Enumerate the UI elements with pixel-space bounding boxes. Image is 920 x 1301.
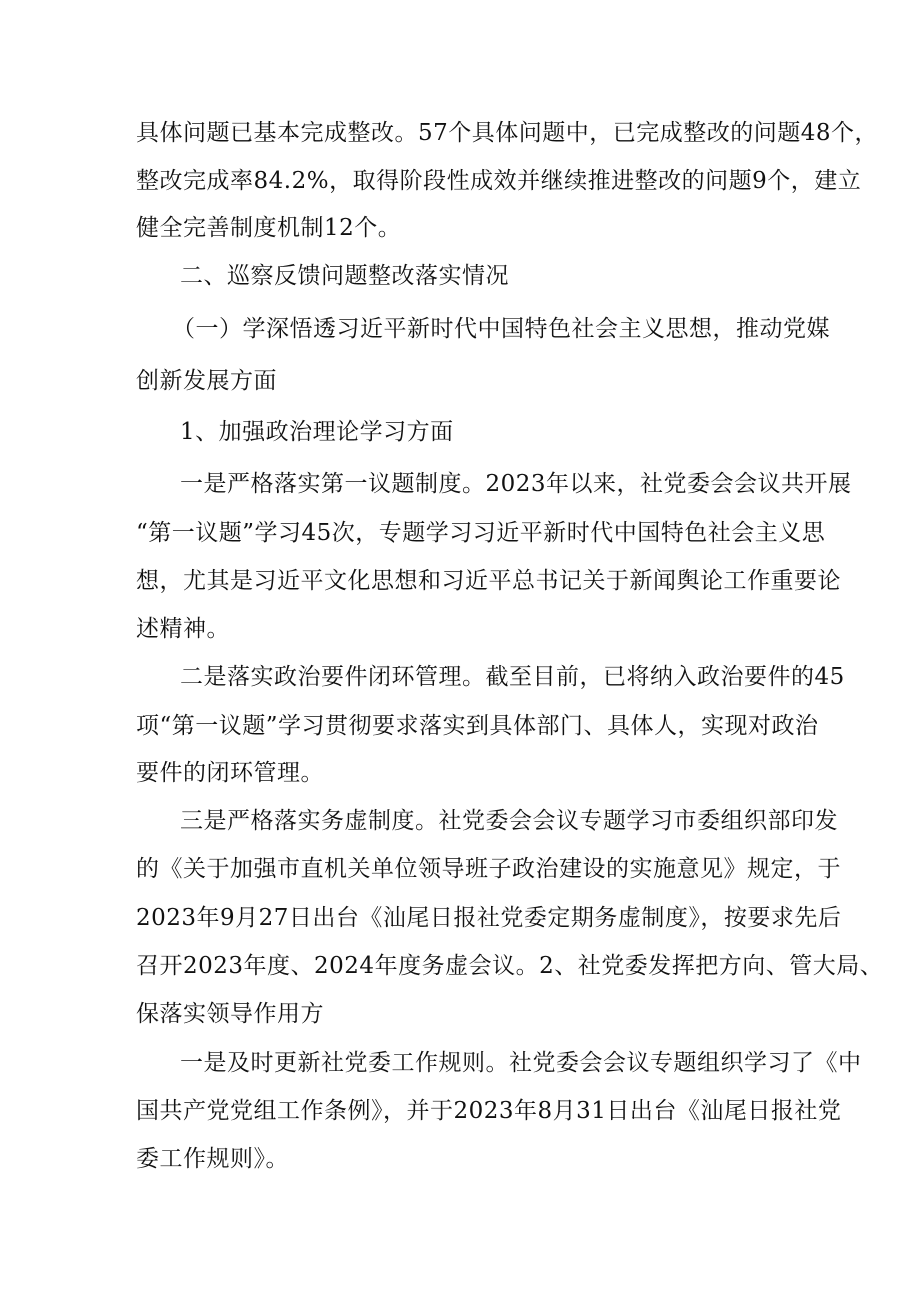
body-text-line: 一是及时更新社党委工作规则。社党委会会议专题组织学习了《中	[180, 1050, 862, 1076]
body-text-line: 整改完成率84.2%，取得阶段性成效并继续推进整改的问题9个，建立	[136, 168, 862, 194]
item-heading: 1、加强政治理论学习方面	[180, 419, 454, 445]
body-text-line: 召开2023年度、2024年度务虚会议。2、社党委发挥把方向、管大局、	[136, 953, 884, 979]
body-text-line: “第一议题”学习45次，专题学习习近平新时代中国特色社会主义思	[136, 520, 826, 546]
body-text-line: 委工作规则》。	[136, 1146, 289, 1172]
body-text-line: 想，尤其是习近平文化思想和习近平总书记关于新闻舆论工作重要论	[136, 568, 841, 594]
subsection-heading: （一）学深悟透习近平新时代中国特色社会主义思想，推动党媒	[172, 316, 830, 342]
body-text-line: 2023年9月27日出台《汕尾日报社党委定期务虚制度》，按要求先后	[136, 905, 842, 931]
body-text-line: 述精神。	[136, 616, 230, 642]
body-text-line: 三是严格落实务虚制度。社党委会会议专题学习市委组织部印发	[180, 808, 838, 834]
body-text-line: 健全完善制度机制12个。	[136, 215, 402, 241]
body-text-line: 国共产党党组工作条例》，并于2023年8月31日出台《汕尾日报社党	[136, 1098, 842, 1124]
body-text-line: 具体问题已基本完成整改。57个具体问题中，已完成整改的问题48个，	[136, 120, 879, 146]
subsection-heading-continued: 创新发展方面	[136, 368, 277, 394]
body-text-line: 项“第一议题”学习贯彻要求落实到具体部门、具体人，实现对政治	[136, 713, 819, 739]
body-text-line: 一是严格落实第一议题制度。2023年以来，社党委会会议共开展	[180, 471, 852, 497]
body-text-line: 保落实领导作用方	[136, 1001, 324, 1027]
body-text-line: 的《关于加强市直机关单位领导班子政治建设的实施意见》规定，于	[136, 856, 841, 882]
body-text-line: 二是落实政治要件闭环管理。截至目前，已将纳入政治要件的45	[180, 664, 845, 690]
section-heading: 二、巡察反馈问题整改落实情况	[180, 263, 509, 289]
body-text-line: 要件的闭环管理。	[136, 760, 324, 786]
